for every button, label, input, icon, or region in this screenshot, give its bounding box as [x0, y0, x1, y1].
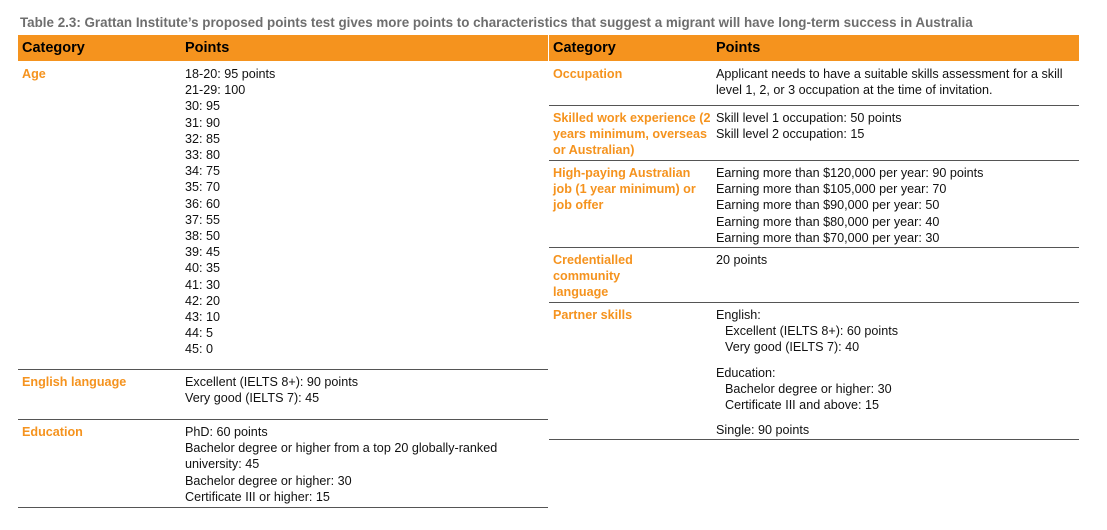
list-item: Bachelor degree or higher: 30 [725, 381, 892, 396]
partner-education-lines [716, 381, 1079, 413]
list-item: 34: 75 [185, 164, 221, 179]
list-item: 31: 90 [185, 115, 221, 130]
table-row-english [18, 370, 548, 420]
list-item: Very good (IELTS 7): 40 [725, 340, 860, 355]
points-education [185, 424, 548, 507]
points-age [185, 66, 548, 369]
list-item: 33: 80 [185, 148, 221, 163]
table-row-occupation [549, 61, 1079, 106]
list-item: 37: 55 [185, 212, 221, 227]
education-line-cert: Certificate III or higher: 15 [185, 489, 330, 504]
education-line-phd: PhD: 60 points [185, 425, 268, 439]
list-item: 35: 70 [185, 180, 221, 195]
list-item: 42: 20 [185, 293, 221, 308]
partner-single: Single: 90 points [716, 423, 810, 438]
left-table-header [18, 35, 548, 61]
list-item: Skill level 1 occupation: 50 points [716, 111, 902, 125]
list-item: Earning more than $90,000 per year: 50 [716, 198, 940, 213]
list-item: Earning more than $105,000 per year: 70 [716, 182, 947, 197]
list-item: 32: 85 [185, 131, 221, 146]
list-item: Skill level 2 occupation: 15 [716, 127, 865, 142]
list-item: 40: 35 [185, 261, 221, 276]
table-row-credentialled [549, 248, 1079, 303]
list-item: Very good (IELTS 7): 45 [185, 391, 320, 406]
category-partner: Partner skills [553, 308, 633, 322]
list-item: 18-20: 95 points [185, 67, 276, 81]
category-credentialled: Credentialled community language [553, 253, 633, 300]
list-item: 41: 30 [185, 277, 221, 292]
list-item: Excellent (IELTS 8+): 90 points [185, 375, 359, 389]
category-skilled-work: Skilled work experience (2 years minimum, overseas or Australian) [553, 111, 711, 158]
category-header-right: Category [553, 40, 616, 56]
points-credentialled [716, 252, 1079, 302]
list-item: 39: 45 [185, 245, 221, 260]
points-partner [716, 307, 1079, 439]
list-item: 20 points [716, 253, 768, 267]
table-row-high-paying [549, 161, 1079, 248]
table-row-partner [549, 303, 1079, 440]
list-item: 36: 60 [185, 196, 221, 211]
partner-english-lines [716, 323, 1079, 355]
category-education: Education [22, 425, 83, 439]
table-row-skilled-work [549, 106, 1079, 161]
list-item: 30: 95 [185, 99, 221, 114]
partner-education-heading: Education: [716, 365, 776, 380]
partner-english-heading: English: [716, 308, 761, 322]
right-table [549, 35, 1079, 440]
table-row-education [18, 420, 548, 508]
list-item: Certificate III and above: 15 [725, 398, 880, 413]
list-item: Excellent (IELTS 8+): 60 points [725, 324, 899, 339]
list-item: 43: 10 [185, 310, 221, 325]
list-item: 38: 50 [185, 229, 221, 244]
list-item: 45: 0 [185, 342, 214, 357]
table-title: Table 2.3: Grattan Institute’s proposed points test gives more points to characteristics that suggest a migrant will have long-term success in Australia [20, 15, 973, 30]
list-item: Earning more than $80,000 per year: 40 [716, 214, 940, 229]
points-header-right: Points [716, 40, 761, 56]
list-item: Earning more than $70,000 per year: 30 [716, 230, 940, 245]
right-table-header [549, 35, 1079, 61]
points-occupation: Applicant needs to have a suitable skills assessment for a skill level 1, 2, or 3 occupation at the time of invitation. [716, 67, 1063, 98]
list-item: 44: 5 [185, 326, 214, 341]
education-line-bachelor: Bachelor degree or higher: 30 [185, 473, 352, 488]
left-table [18, 35, 548, 508]
points-high-paying [716, 165, 1079, 247]
points-skilled-work [716, 110, 1079, 160]
points-english [185, 374, 548, 419]
category-english: English language [22, 375, 127, 389]
category-age: Age [22, 67, 46, 81]
category-high-paying: High-paying Australian job (1 year minimum) or job offer [553, 166, 696, 213]
table-row-age [18, 61, 548, 370]
list-item: 21-29: 100 [185, 83, 246, 98]
list-item: Earning more than $120,000 per year: 90 points [716, 166, 984, 180]
category-header: Category [22, 40, 85, 56]
points-header: Points [185, 40, 230, 56]
category-occupation: Occupation [553, 67, 623, 81]
education-line-top20: Bachelor degree or higher from a top 20 globally-ranked university: 45 [185, 441, 498, 472]
